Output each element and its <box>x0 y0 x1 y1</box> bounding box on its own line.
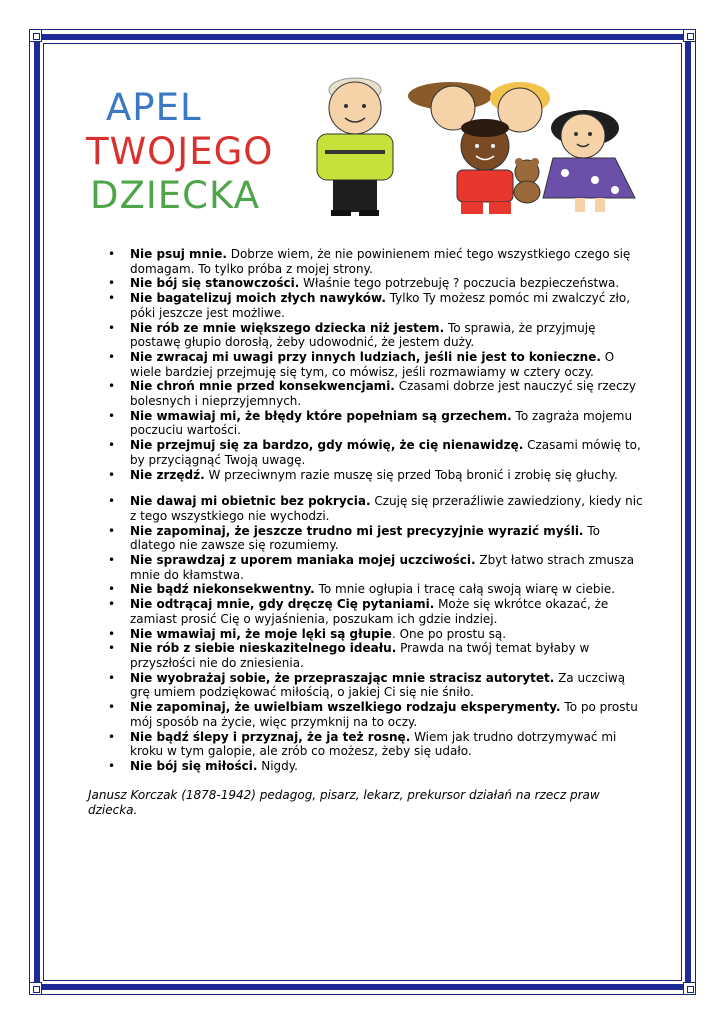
appeals-list <box>88 247 648 774</box>
logo-line-2: TWOJEGO <box>86 130 274 173</box>
logo-line-3: DZIECKA <box>90 174 260 217</box>
list-item: • Nie bój się stanowczości. Właśnie tego potrzebuję ? poczucia bezpieczeństwa. <box>88 276 648 291</box>
author-note: Janusz Korczak (1878-1942) pedagog, pisarz, lekarz, prekursor działań na rzecz praw dziecka. <box>88 787 600 817</box>
list-item: • Nie przejmuj się za bardzo, gdy mówię, że cię nienawidzę. Czasami mówię to, by przyciągnąć Twoją uwagę. <box>88 438 648 467</box>
list-item: • Nie zrzędź. W przeciwnym razie muszę się przed Tobą bronić i zrobię się głuchy. <box>88 468 648 483</box>
border-corner-top-left <box>29 29 42 42</box>
list-item: • Nie bądź niekonsekwentny. To mnie ogłupia i tracę całą swoją wiarę w ciebie. <box>88 582 648 597</box>
list-item: • Nie psuj mnie. Dobrze wiem, że nie powinienem mieć tego wszystkiego czego się domagam. To tylko próba z mojej strony. <box>88 247 648 276</box>
border-corner-bottom-left <box>29 982 42 995</box>
list-item: • Nie zapominaj, że uwielbiam wszelkiego rodzaju eksperymenty. To po prostu mój sposób na życie, więc przymknij na to oczy. <box>88 700 648 729</box>
logo-line-1: APEL <box>106 86 202 129</box>
list-item: • Nie rób ze mnie większego dziecka niż jestem. To sprawia, że przyjmuję postawę głupio dorosłą, żeby udowodnić, że jestem duży. <box>88 321 648 350</box>
children-group-illustration <box>295 68 655 216</box>
list-item: • Nie chroń mnie przed konsekwencjami. Czasami dobrze jest nauczyć się rzeczy bolesnych i nieprzyjemnych. <box>88 379 648 408</box>
list-item: • Nie odtrącaj mnie, gdy dręczę Cię pytaniami. Może się wkrótce okazać, że zamiast prosić Cię o wyjaśnienia, poszukam ich gdzie indziej. <box>88 597 648 626</box>
border-corner-bottom-right <box>683 982 696 995</box>
list-item: • Nie dawaj mi obietnic bez pokrycia. Czuję się przeraźliwie zawiedziony, kiedy nic z tego wszystkiego nie wychodzi. <box>88 494 648 523</box>
list-item: • Nie sprawdzaj z uporem maniaka mojej uczciwości. Zbyt łatwo strach zmusza mnie do kłamstwa. <box>88 553 648 582</box>
list-item: • Nie bagatelizuj moich złych nawyków. Tylko Ty możesz pomóc mi zwalczyć zło, póki jeszcze jest możliwe. <box>88 291 648 320</box>
list-item: • Nie rób z siebie nieskazitelnego ideału. Prawda na twój temat byłaby w przyszłości nie do zniesienia. <box>88 641 648 670</box>
appeal-document <box>88 247 648 830</box>
list-item: • Nie wmawiaj mi, że błędy które popełniam są grzechem. To zagraża mojemu poczuciu wartości. <box>88 409 648 438</box>
list-item: • Nie wmawiaj mi, że moje lęki są głupie. One po prostu są. <box>88 627 648 642</box>
title-logo <box>86 86 276 226</box>
border-corner-top-right <box>683 29 696 42</box>
list-item: • Nie bój się miłości. Nigdy. <box>88 759 648 774</box>
list-item: • Nie zapominaj, że jeszcze trudno mi jest precyzyjnie wyrazić myśli. To dlatego nie zawsze się rozumiemy. <box>88 524 648 553</box>
list-item: • Nie wyobrażaj sobie, że przepraszając mnie stracisz autorytet. Za uczciwą grę umiem podziękować miłością, o jakiej Ci się nie śniło. <box>88 671 648 700</box>
list-item: • Nie bądź ślepy i przyznaj, że ja też rosnę. Wiem jak trudno dotrzymywać mi kroku w tym galopie, ale zrób co możesz, żeby się udało. <box>88 730 648 759</box>
list-item: • Nie zwracaj mi uwagi przy innych ludziach, jeśli nie jest to konieczne. O wiele bardziej przejmuję się tym, co mówisz, jeśli rozmawiamy w cztery oczy. <box>88 350 648 379</box>
